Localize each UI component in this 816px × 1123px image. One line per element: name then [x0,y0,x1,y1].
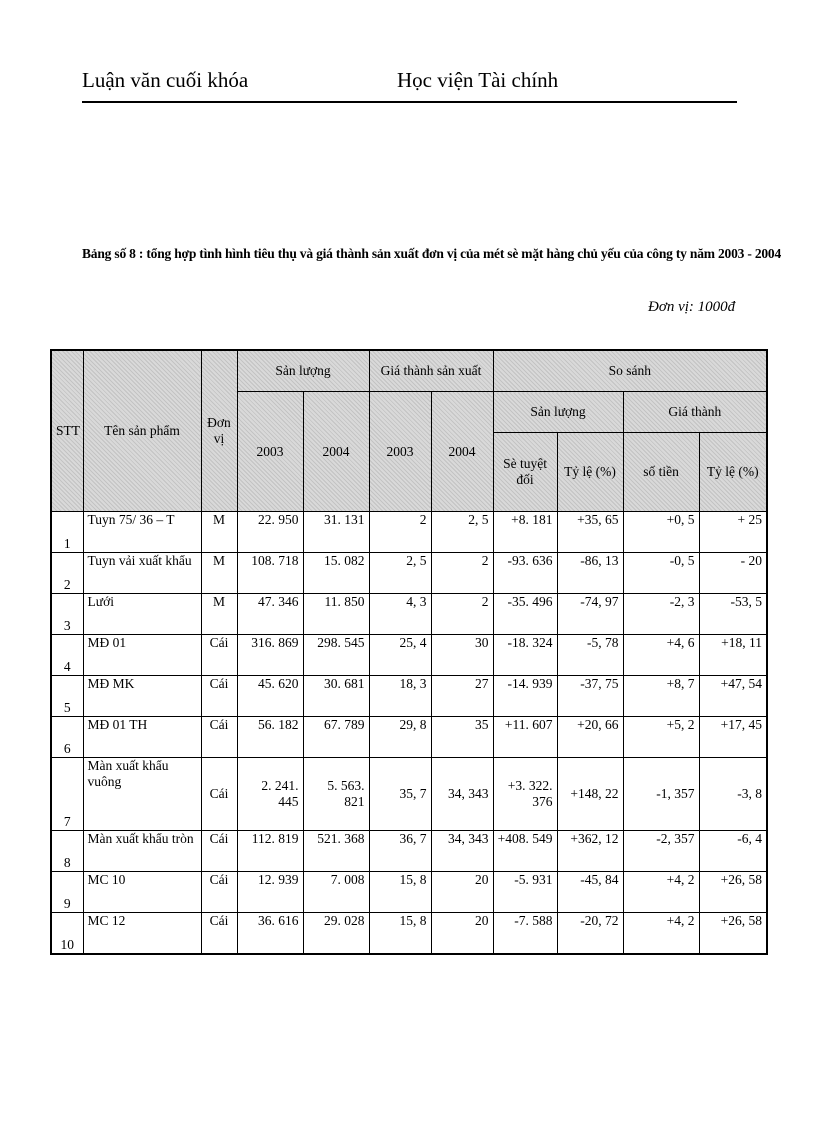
cell-absolute: -7. 588 [493,913,557,955]
cell-cost-2004: 2, 5 [431,512,493,553]
table-caption: Bảng số 8 : tổng hợp tình hình tiêu thụ và giá thành sản xuất đơn vị của mét sè mặt hàng chủ yếu của công ty năm 2003 - 2004 [82,246,782,261]
cell-absolute: +8. 181 [493,512,557,553]
cell-output-2004: 521. 368 [303,831,369,872]
cell-cost-2003: 15, 8 [369,913,431,955]
cell-absolute: -5. 931 [493,872,557,913]
cell-absolute: -93. 636 [493,553,557,594]
header-comparison: So sánh [493,350,767,392]
table-body [51,512,767,955]
cell-name: Màn xuất khẩu tròn [83,831,201,872]
cell-cost-2003: 35, 7 [369,758,431,831]
cell-output-2003: 45. 620 [237,676,303,717]
cell-output-2004: 298. 545 [303,635,369,676]
header-cost-2003: 2003 [369,392,431,512]
cell-ratio: -45, 84 [557,872,623,913]
cell-amount: +4, 2 [623,913,699,955]
cell-stt: 8 [51,831,83,872]
unit-note: Đơn vị: 1000đ [648,299,736,315]
cell-ratio: -86, 13 [557,553,623,594]
cell-output-2004: 5. 563. 821 [303,758,369,831]
cell-cost-2003: 18, 3 [369,676,431,717]
table-row [51,872,767,913]
cell-cost-2004: 27 [431,676,493,717]
table-header [51,350,767,512]
cell-amount: +0, 5 [623,512,699,553]
table-row [51,594,767,635]
cell-output-2004: 7. 008 [303,872,369,913]
header-amount: số tiền [623,433,699,512]
cell-output-2003: 108. 718 [237,553,303,594]
cell-ratio-cost: - 20 [699,553,767,594]
cell-ratio: +148, 22 [557,758,623,831]
table-row [51,758,767,831]
header-product-name: Tên sản phẩm [83,350,201,512]
table-row [51,913,767,955]
cell-ratio-cost: +47, 54 [699,676,767,717]
cell-cost-2004: 20 [431,872,493,913]
cell-cost-2003: 2 [369,512,431,553]
cell-output-2003: 56. 182 [237,717,303,758]
cell-cost-2004: 30 [431,635,493,676]
header-production-cost: Giá thành sản xuất [369,350,493,392]
cell-unit: Cái [201,717,237,758]
header-ratio-cost: Tỷ lệ (%) [699,433,767,512]
cell-name: MĐ MK [83,676,201,717]
cell-unit: M [201,512,237,553]
cell-stt: 2 [51,553,83,594]
cell-unit: Cái [201,831,237,872]
cell-name: MĐ 01 [83,635,201,676]
cell-cost-2004: 35 [431,717,493,758]
cell-ratio-cost: + 25 [699,512,767,553]
cell-ratio-cost: +17, 45 [699,717,767,758]
cell-unit: M [201,553,237,594]
cell-ratio: -20, 72 [557,913,623,955]
cell-stt: 6 [51,717,83,758]
cell-absolute: +3. 322. 376 [493,758,557,831]
table-row [51,553,767,594]
cell-cost-2003: 36, 7 [369,831,431,872]
cell-stt: 1 [51,512,83,553]
cell-output-2003: 36. 616 [237,913,303,955]
cell-output-2003: 12. 939 [237,872,303,913]
cell-ratio-cost: +26, 58 [699,872,767,913]
header-left-title: Luận văn cuối khóa [82,68,249,92]
cell-name: MĐ 01 TH [83,717,201,758]
table-row [51,512,767,553]
cell-cost-2004: 2 [431,594,493,635]
cell-amount: +5, 2 [623,717,699,758]
header-compare-output: Sản lượng [493,392,623,433]
cell-unit: Cái [201,676,237,717]
cell-ratio-cost: -6, 4 [699,831,767,872]
table-row [51,831,767,872]
cell-stt: 7 [51,758,83,831]
cell-output-2003: 316. 869 [237,635,303,676]
cell-cost-2004: 2 [431,553,493,594]
cell-ratio-cost: -53, 5 [699,594,767,635]
cell-ratio: +35, 65 [557,512,623,553]
cell-unit: Cái [201,635,237,676]
cell-output-2003: 22. 950 [237,512,303,553]
cell-amount: -2, 3 [623,594,699,635]
cell-absolute: -18. 324 [493,635,557,676]
cell-output-2004: 67. 789 [303,717,369,758]
cell-cost-2004: 34, 343 [431,831,493,872]
cell-stt: 5 [51,676,83,717]
header-compare-cost: Giá thành [623,392,767,433]
header-ratio: Tỷ lệ (%) [557,433,623,512]
cell-unit: Cái [201,758,237,831]
cell-amount: +8, 7 [623,676,699,717]
header-output-2003: 2003 [237,392,303,512]
header-output: Sản lượng [237,350,369,392]
cell-output-2004: 11. 850 [303,594,369,635]
summary-table [50,349,768,955]
cell-cost-2003: 15, 8 [369,872,431,913]
header-right-title: Học viện Tài chính [397,68,559,92]
cell-stt: 4 [51,635,83,676]
cell-unit: Cái [201,913,237,955]
cell-ratio-cost: +18, 11 [699,635,767,676]
table-row [51,635,767,676]
cell-ratio-cost: -3, 8 [699,758,767,831]
cell-cost-2004: 20 [431,913,493,955]
cell-cost-2003: 29, 8 [369,717,431,758]
cell-name: MC 10 [83,872,201,913]
cell-unit: M [201,594,237,635]
cell-name: Tuyn vải xuất khẩu [83,553,201,594]
header-output-2004: 2004 [303,392,369,512]
header-cost-2004: 2004 [431,392,493,512]
cell-output-2004: 30. 681 [303,676,369,717]
cell-name: Màn xuất khẩu vuông [83,758,201,831]
cell-cost-2004: 34, 343 [431,758,493,831]
cell-stt: 10 [51,913,83,955]
cell-ratio: -74, 97 [557,594,623,635]
cell-name: Tuyn 75/ 36 – T [83,512,201,553]
cell-absolute: +11. 607 [493,717,557,758]
cell-output-2003: 47. 346 [237,594,303,635]
cell-output-2003: 2. 241. 445 [237,758,303,831]
cell-output-2004: 29. 028 [303,913,369,955]
table-row [51,676,767,717]
cell-ratio: -5, 78 [557,635,623,676]
cell-amount: -0, 5 [623,553,699,594]
cell-amount: +4, 2 [623,872,699,913]
cell-name: MC 12 [83,913,201,955]
cell-name: Lưới [83,594,201,635]
cell-amount: +4, 6 [623,635,699,676]
cell-stt: 9 [51,872,83,913]
cell-cost-2003: 4, 3 [369,594,431,635]
cell-unit: Cái [201,872,237,913]
cell-absolute: +408. 549 [493,831,557,872]
cell-amount: -2, 357 [623,831,699,872]
cell-cost-2003: 25, 4 [369,635,431,676]
cell-amount: -1, 357 [623,758,699,831]
cell-ratio: -37, 75 [557,676,623,717]
header-rule [82,101,737,103]
cell-ratio: +362, 12 [557,831,623,872]
cell-cost-2003: 2, 5 [369,553,431,594]
cell-output-2004: 31. 131 [303,512,369,553]
cell-stt: 3 [51,594,83,635]
header-unit: Đơn vị [201,350,237,512]
cell-output-2004: 15. 082 [303,553,369,594]
table-row [51,717,767,758]
cell-ratio: +20, 66 [557,717,623,758]
header-absolute: Sè tuyệt đối [493,433,557,512]
header-stt: STT [51,350,83,512]
cell-absolute: -35. 496 [493,594,557,635]
cell-output-2003: 112. 819 [237,831,303,872]
cell-ratio-cost: +26, 58 [699,913,767,955]
cell-absolute: -14. 939 [493,676,557,717]
